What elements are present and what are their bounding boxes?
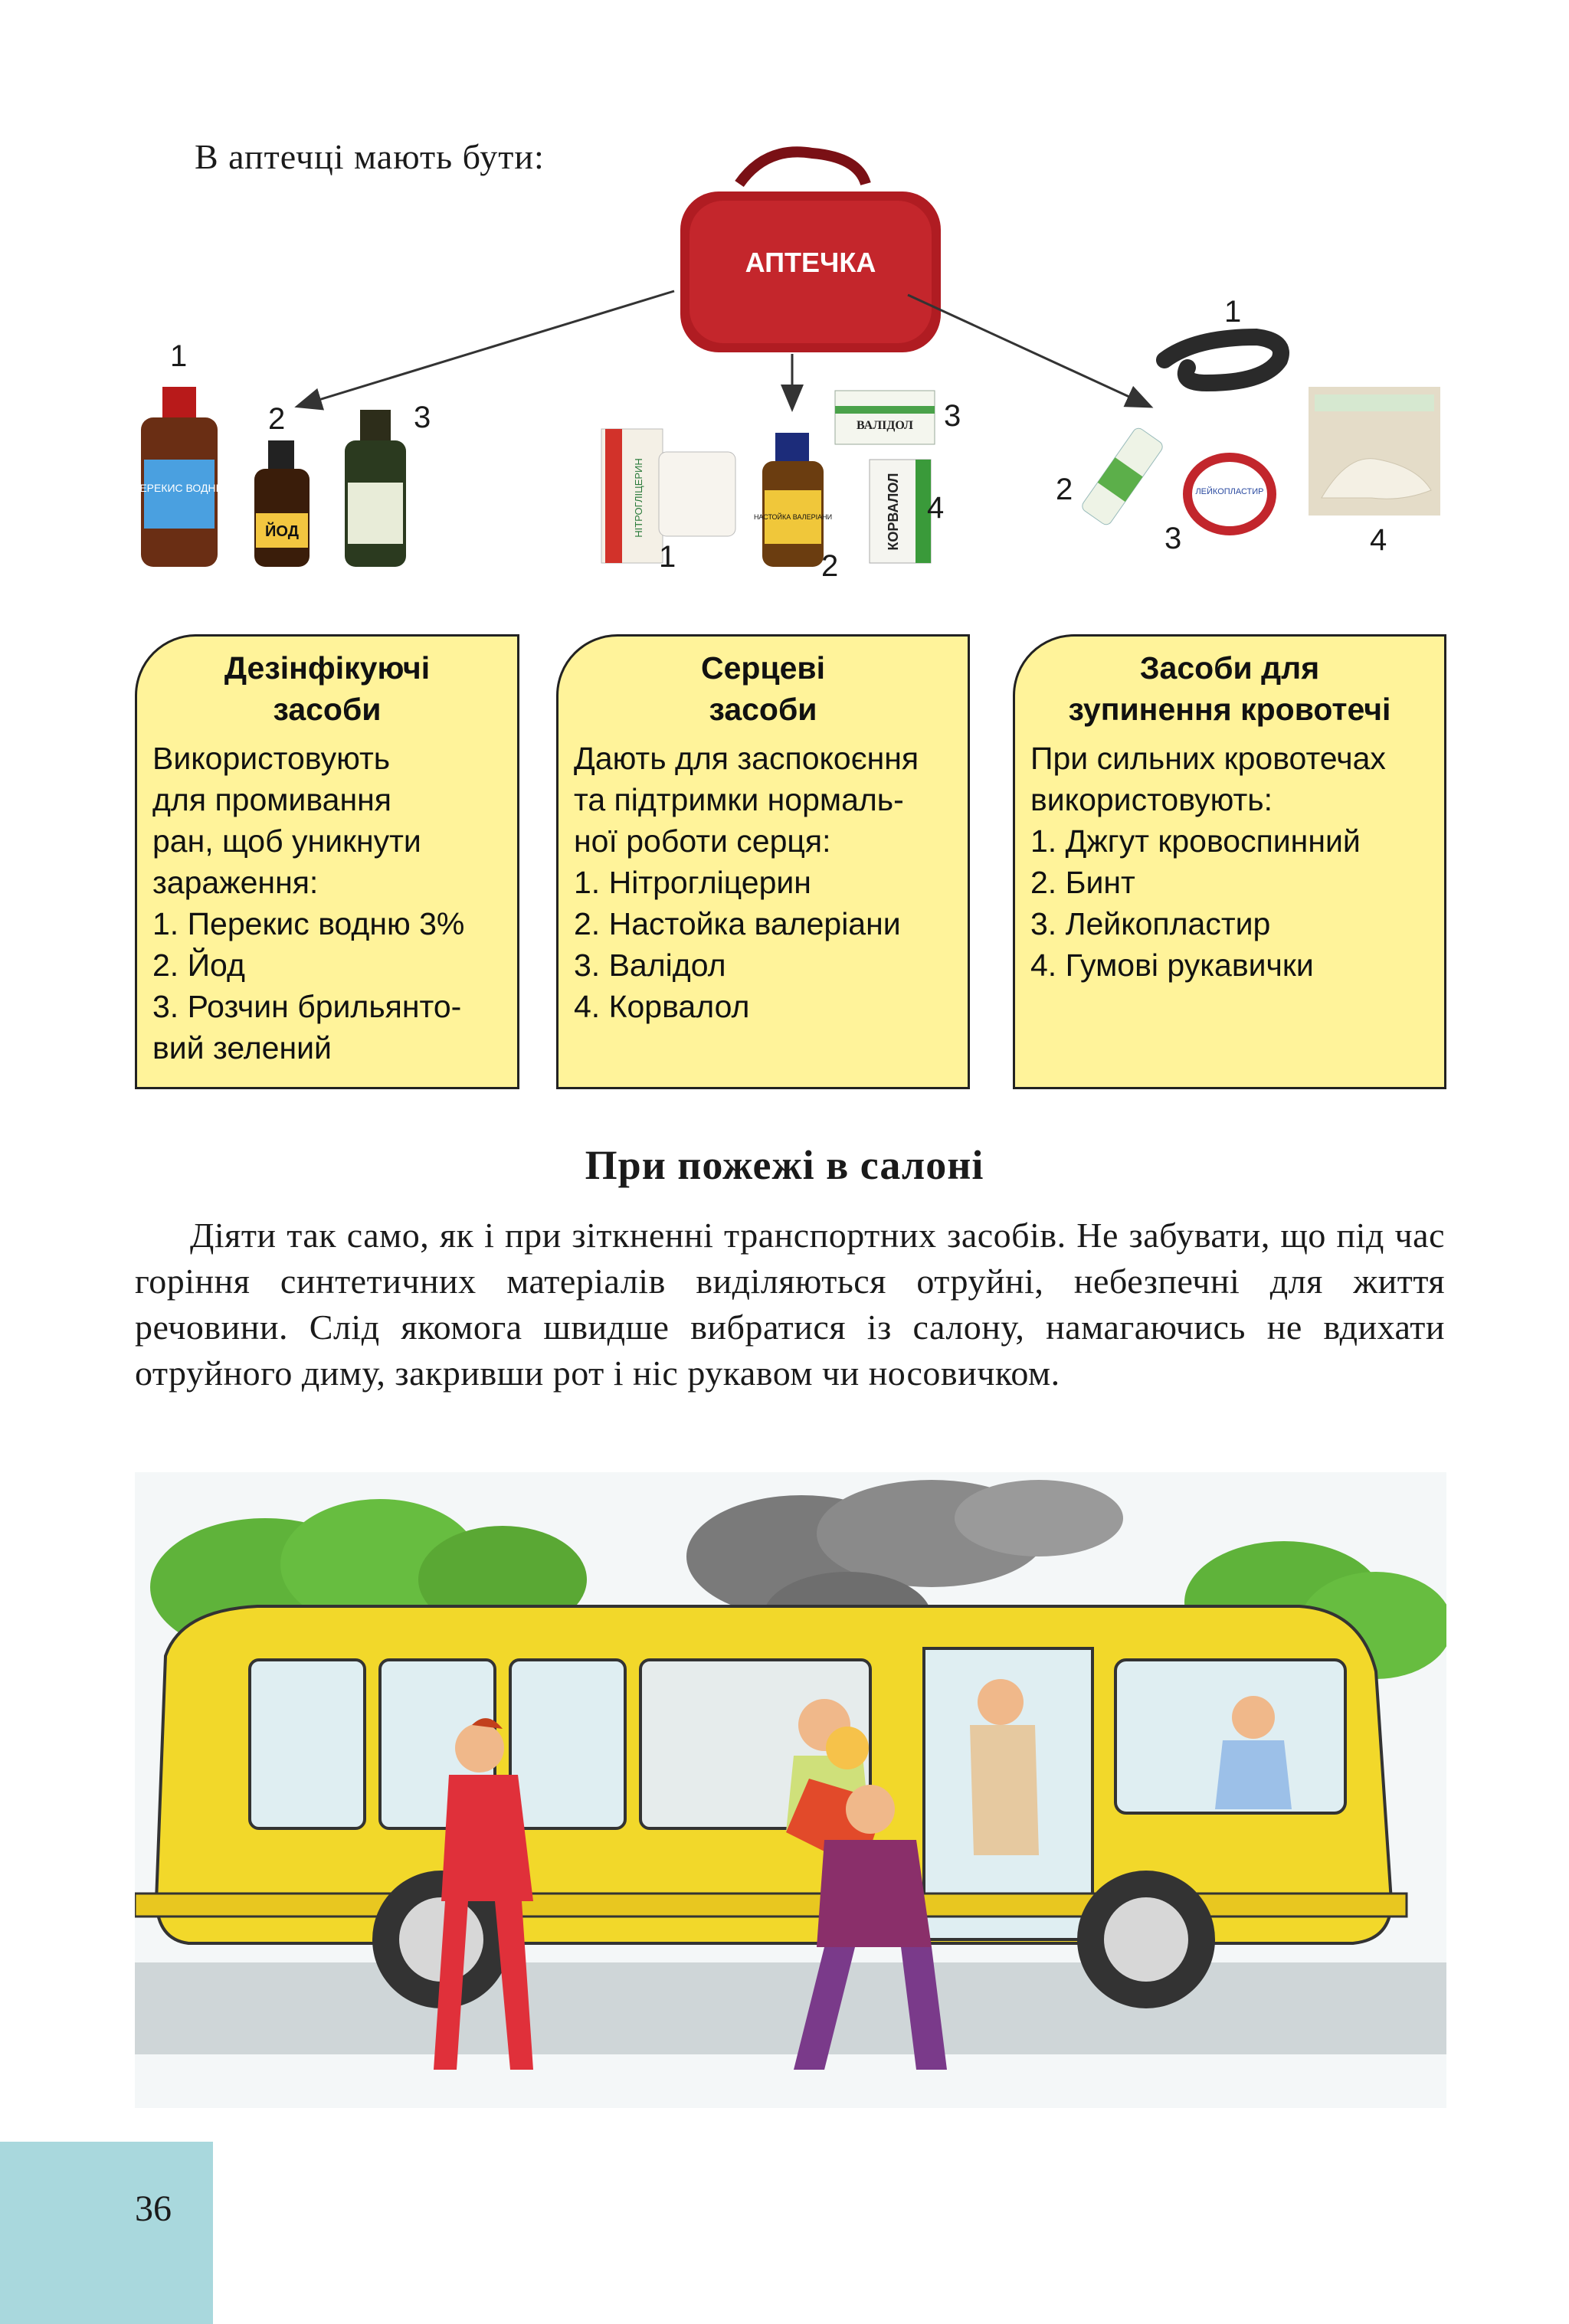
bottle-valerian-icon: [754, 433, 832, 567]
num-left-1: 1: [170, 339, 188, 373]
num-right-1: 1: [1224, 295, 1242, 329]
card-title: Засоби для зупинення кровотечі: [1068, 650, 1391, 727]
svg-text:НАСТОЙКА ВАЛЕРІАНИ: НАСТОЙКА ВАЛЕРІАНИ: [753, 513, 833, 521]
num-mid-2: 2: [821, 549, 839, 583]
num-right-4: 4: [1370, 523, 1387, 557]
adhesive-plaster-icon: [1187, 457, 1272, 531]
num-mid-1: 1: [659, 540, 676, 574]
arrow-right: [908, 295, 1149, 406]
kit-label: АПТЕЧКА: [745, 247, 876, 278]
bus-fire-illustration: [135, 1472, 1446, 2108]
card-disinfectants: [135, 634, 519, 1089]
first-aid-kit-bag-icon: [680, 152, 941, 352]
svg-text:НІТРОГЛІЦЕРИН: НІТРОГЛІЦЕРИН: [633, 458, 644, 538]
bandage-icon: [1080, 426, 1165, 527]
box-validol-icon: [835, 391, 935, 444]
road: [135, 1962, 1446, 2054]
tourniquet-icon: [1164, 337, 1281, 383]
rubber-gloves-icon: [1309, 387, 1440, 516]
bottle-peroxide-icon: [132, 387, 226, 567]
num-left-3: 3: [414, 401, 431, 434]
intro-text: В аптечці мають бути:: [195, 137, 545, 176]
box-corvalol-icon: [870, 460, 931, 563]
num-mid-4: 4: [927, 491, 945, 525]
page-number: 36: [135, 2188, 172, 2229]
arrow-left: [299, 291, 674, 406]
bus-icon: [135, 1606, 1407, 1943]
section-title: При пожежі в салоні: [585, 1142, 984, 1188]
first-aid-kit-diagram: [0, 0, 1569, 613]
svg-text:КОРВАЛОЛ: КОРВАЛОЛ: [886, 473, 901, 551]
num-right-2: 2: [1056, 473, 1073, 506]
bottle-brilliant-green-icon: [345, 410, 406, 567]
card-heart-remedies: [556, 634, 970, 1089]
svg-text:ПЕРЕКИС ВОДНЮ: ПЕРЕКИС ВОДНЮ: [132, 482, 227, 494]
num-right-3: 3: [1164, 522, 1182, 555]
svg-text:ЙОД: ЙОД: [265, 523, 299, 540]
card-body: Дають для заспокоєння та підтримки нормаль- ної роботи серця: 1. Нітрогліцерин 2. Настойка валеріани 3. Валідол 4. Корвалол: [574, 741, 919, 1024]
card-body: Використовують для промивання ран, щоб уникнути зараження: 1. Перекис водню 3% 2. Йод 3. Розчин брильянто- вий зелений: [152, 741, 465, 1065]
svg-text:ВАЛІДОЛ: ВАЛІДОЛ: [857, 419, 913, 432]
card-bleeding-control: [1013, 634, 1446, 1089]
page-number-tab: [0, 2142, 213, 2324]
num-left-2: 2: [268, 402, 286, 436]
num-mid-3: 3: [944, 399, 961, 433]
bottle-iodine-icon: [254, 440, 310, 567]
svg-text:ЛЕЙКОПЛАСТИР: ЛЕЙКОПЛАСТИР: [1195, 487, 1264, 496]
card-title: Серцеві засоби: [700, 650, 826, 727]
body-paragraph: Діяти так само, як і при зіткненні транспортних засобів. Не забувати, що під час горіння синтетичних матеріалів виділяються отруйні, небезпечні для життя речовини. Слід якомога швидше вибратися із салону, намагаючись не вдихати отруйного диму, закривши рот і ніс рукавом чи носовичком.: [135, 1216, 1445, 1393]
card-title: Дезінфікуючі засоби: [224, 650, 431, 727]
card-body: При сильних кровотечах використовують: 1. Джгут кровоспинний 2. Бинт 3. Лейкопластир 4. Гумові рукавички: [1030, 741, 1386, 983]
